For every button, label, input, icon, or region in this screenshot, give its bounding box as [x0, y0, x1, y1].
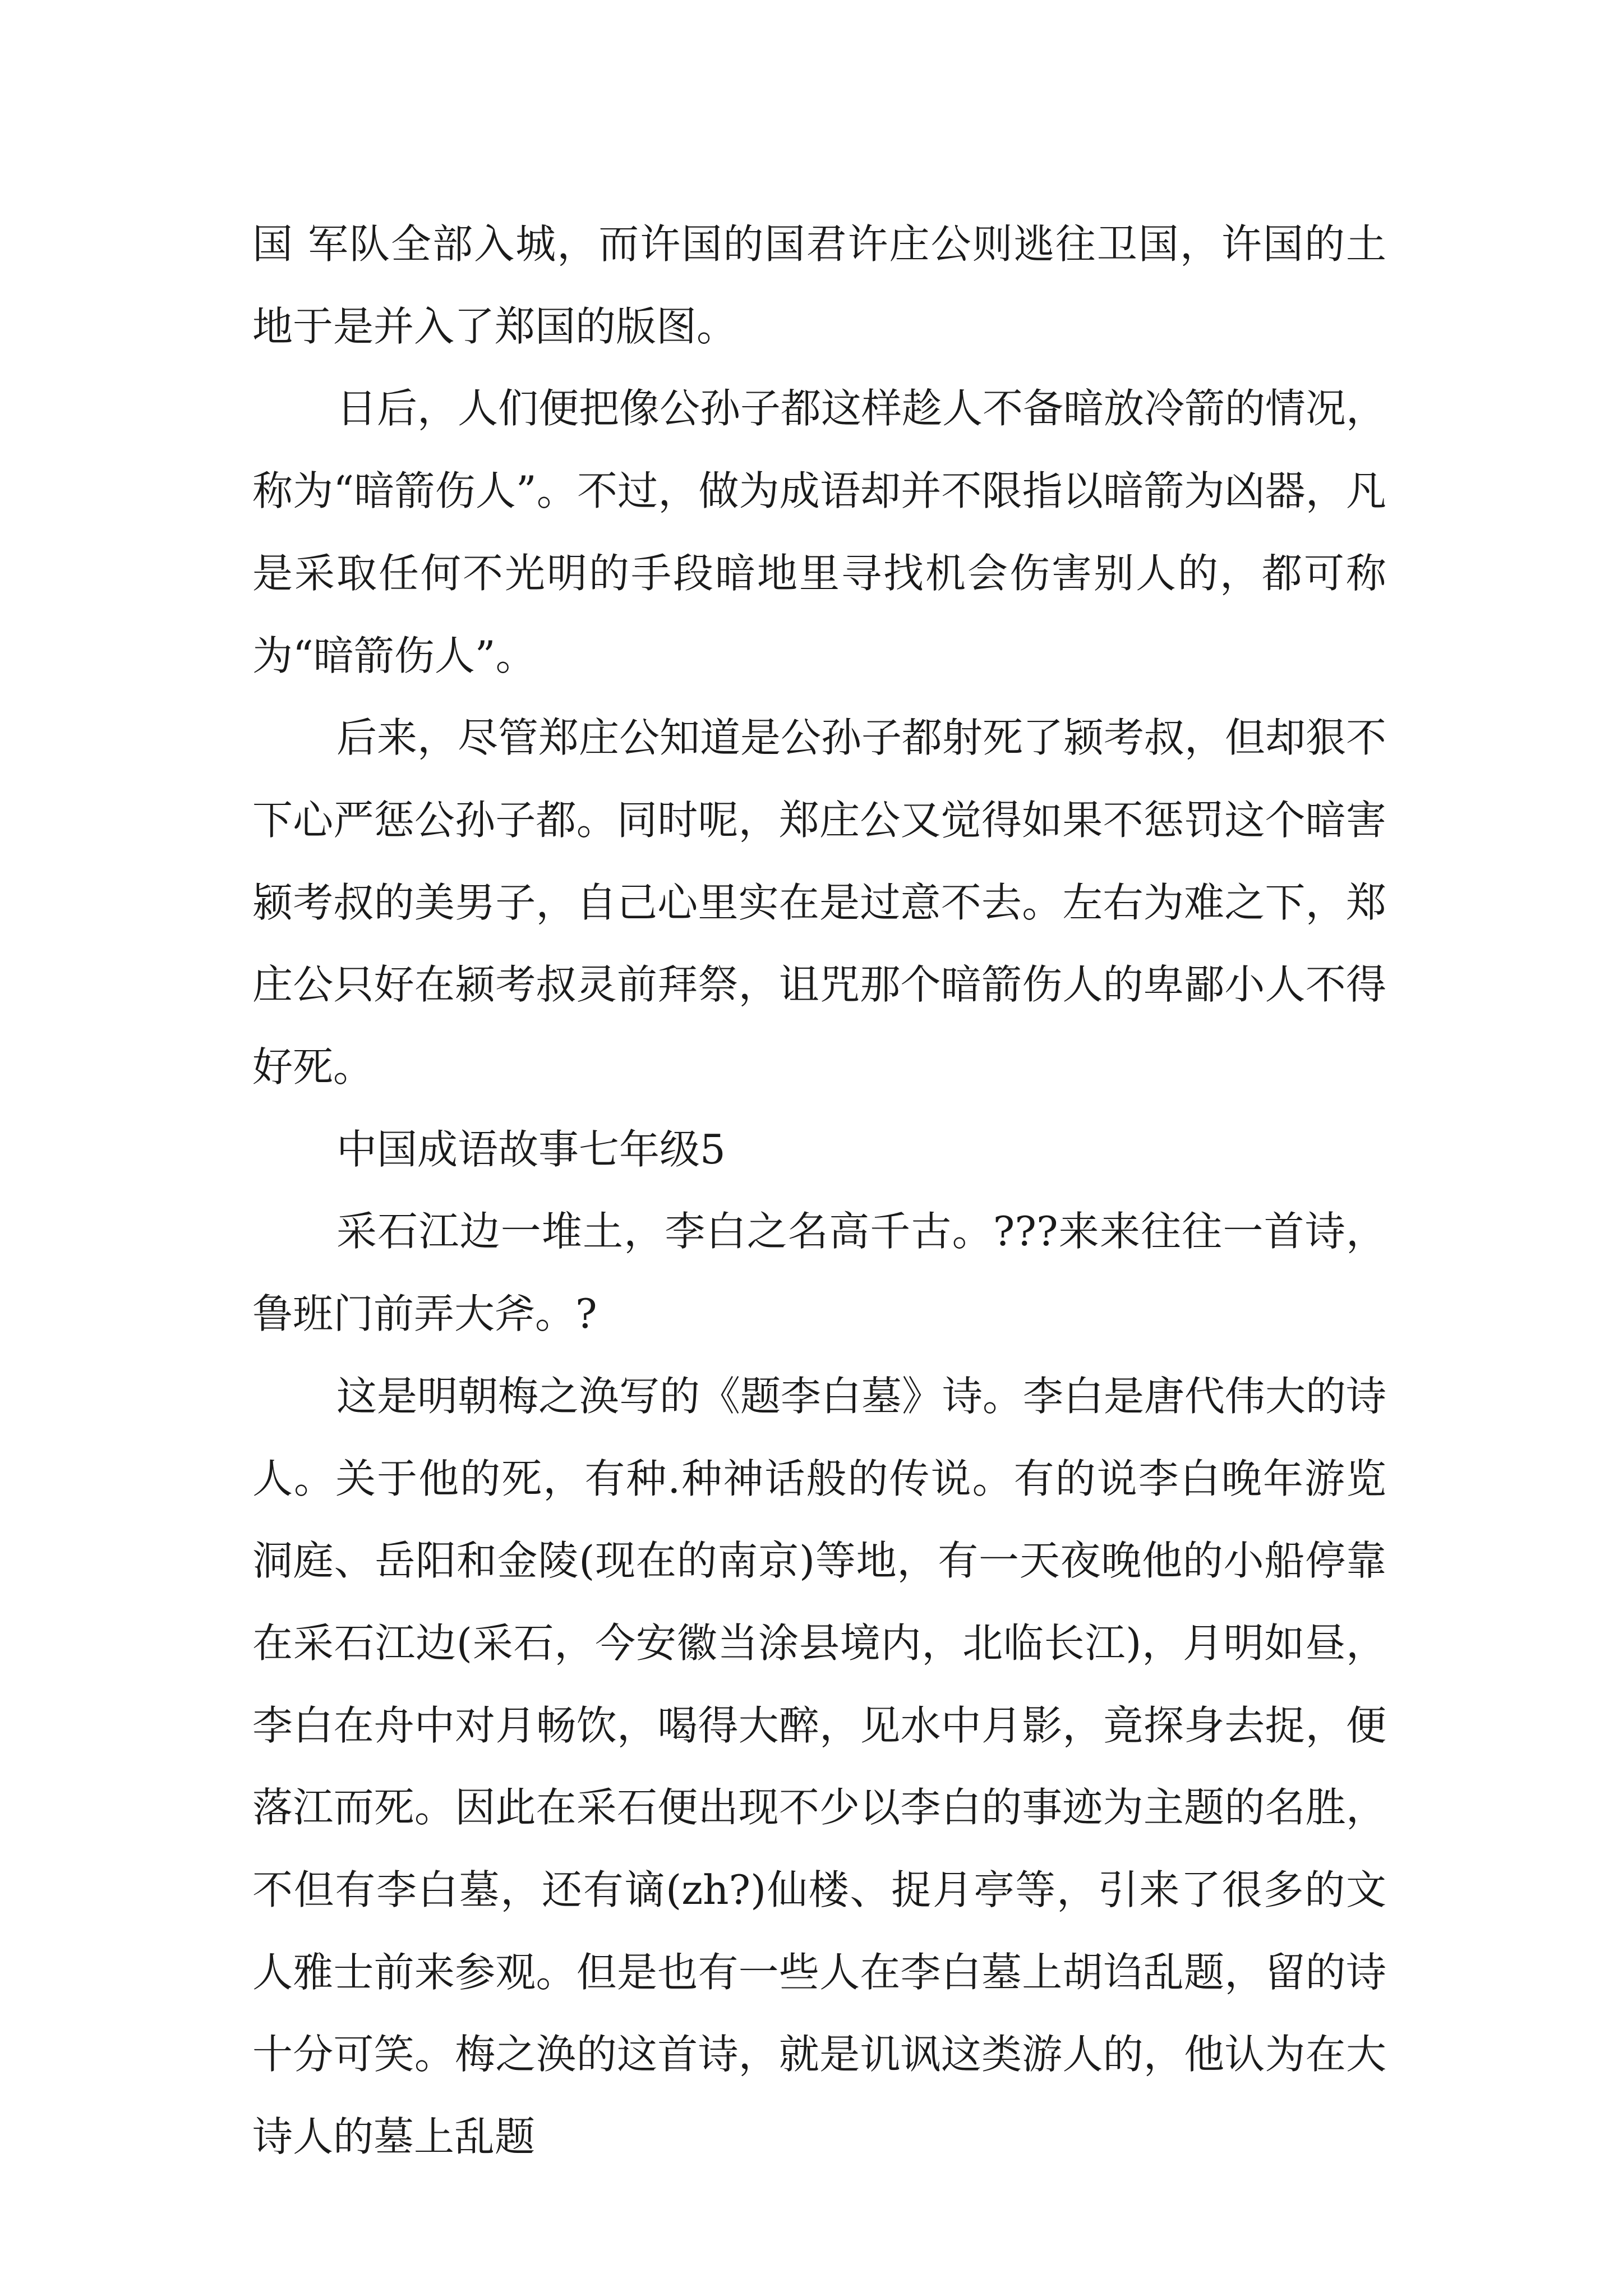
text-column [252, 203, 1386, 2178]
paragraph-1: 国 军队全部入城，而许国的国君许庄公则逃往卫国，许国的土地于是并入了郑国的版图。 [252, 220, 1386, 350]
paragraph-2: 日后，人们便把像公孙子都这样趁人不备暗放冷箭的情况，称为“暗箭伤人”。不过，做为成语却并不限指以暗箭为凶器，凡是采取任何不光明的手段暗地里寻找机会伤害别人的，都可称为“暗箭伤人”。 [252, 385, 1387, 679]
paragraph-6: 这是明朝梅之涣写的《题李白墓》诗。李白是唐代伟大的诗人。关于他的死，有种.种神话般的传说。有的说李白晚年游览洞庭、岳阳和金陵(现在的南京)等地，有一天夜晚他的小船停靠在采石江边(采石，今安徽当涂县境内，北临长江)，月明如昼，李白在舟中对月畅饮，喝得大醉，见水中月影，竟探身去捉，便落江而死。因此在采石便出现不少以李白的事迹为主题的名胜，不但有李白墓，还有谪(zh?)仙楼、捉月亭等，引来了很多的文人雅士前来参观。但是也有一些人在李白墓上胡诌乱题，留的诗十分可笑。梅之涣的这首诗，就是讥讽这类游人的，他认为在大诗人的墓上乱题 [252, 1372, 1387, 2161]
poem-paragraph: 采石江边一堆土，李白之名高千古。???来来往往一首诗，鲁班门前弄大斧。? [252, 1208, 1386, 1338]
section-heading: 中国成语故事七年级5 [336, 1125, 726, 1173]
paragraph-3: 后来，尽管郑庄公知道是公孙子都射死了颍考叔，但却狠不下心严惩公孙子都。同时呢，郑庄公又觉得如果不惩罚这个暗害颍考叔的美男子，自己心里实在是过意不去。左右为难之下，郑庄公只好在颍考叔灵前拜祭，诅咒那个暗箭伤人的卑鄙小人不得好死。 [252, 714, 1387, 1091]
